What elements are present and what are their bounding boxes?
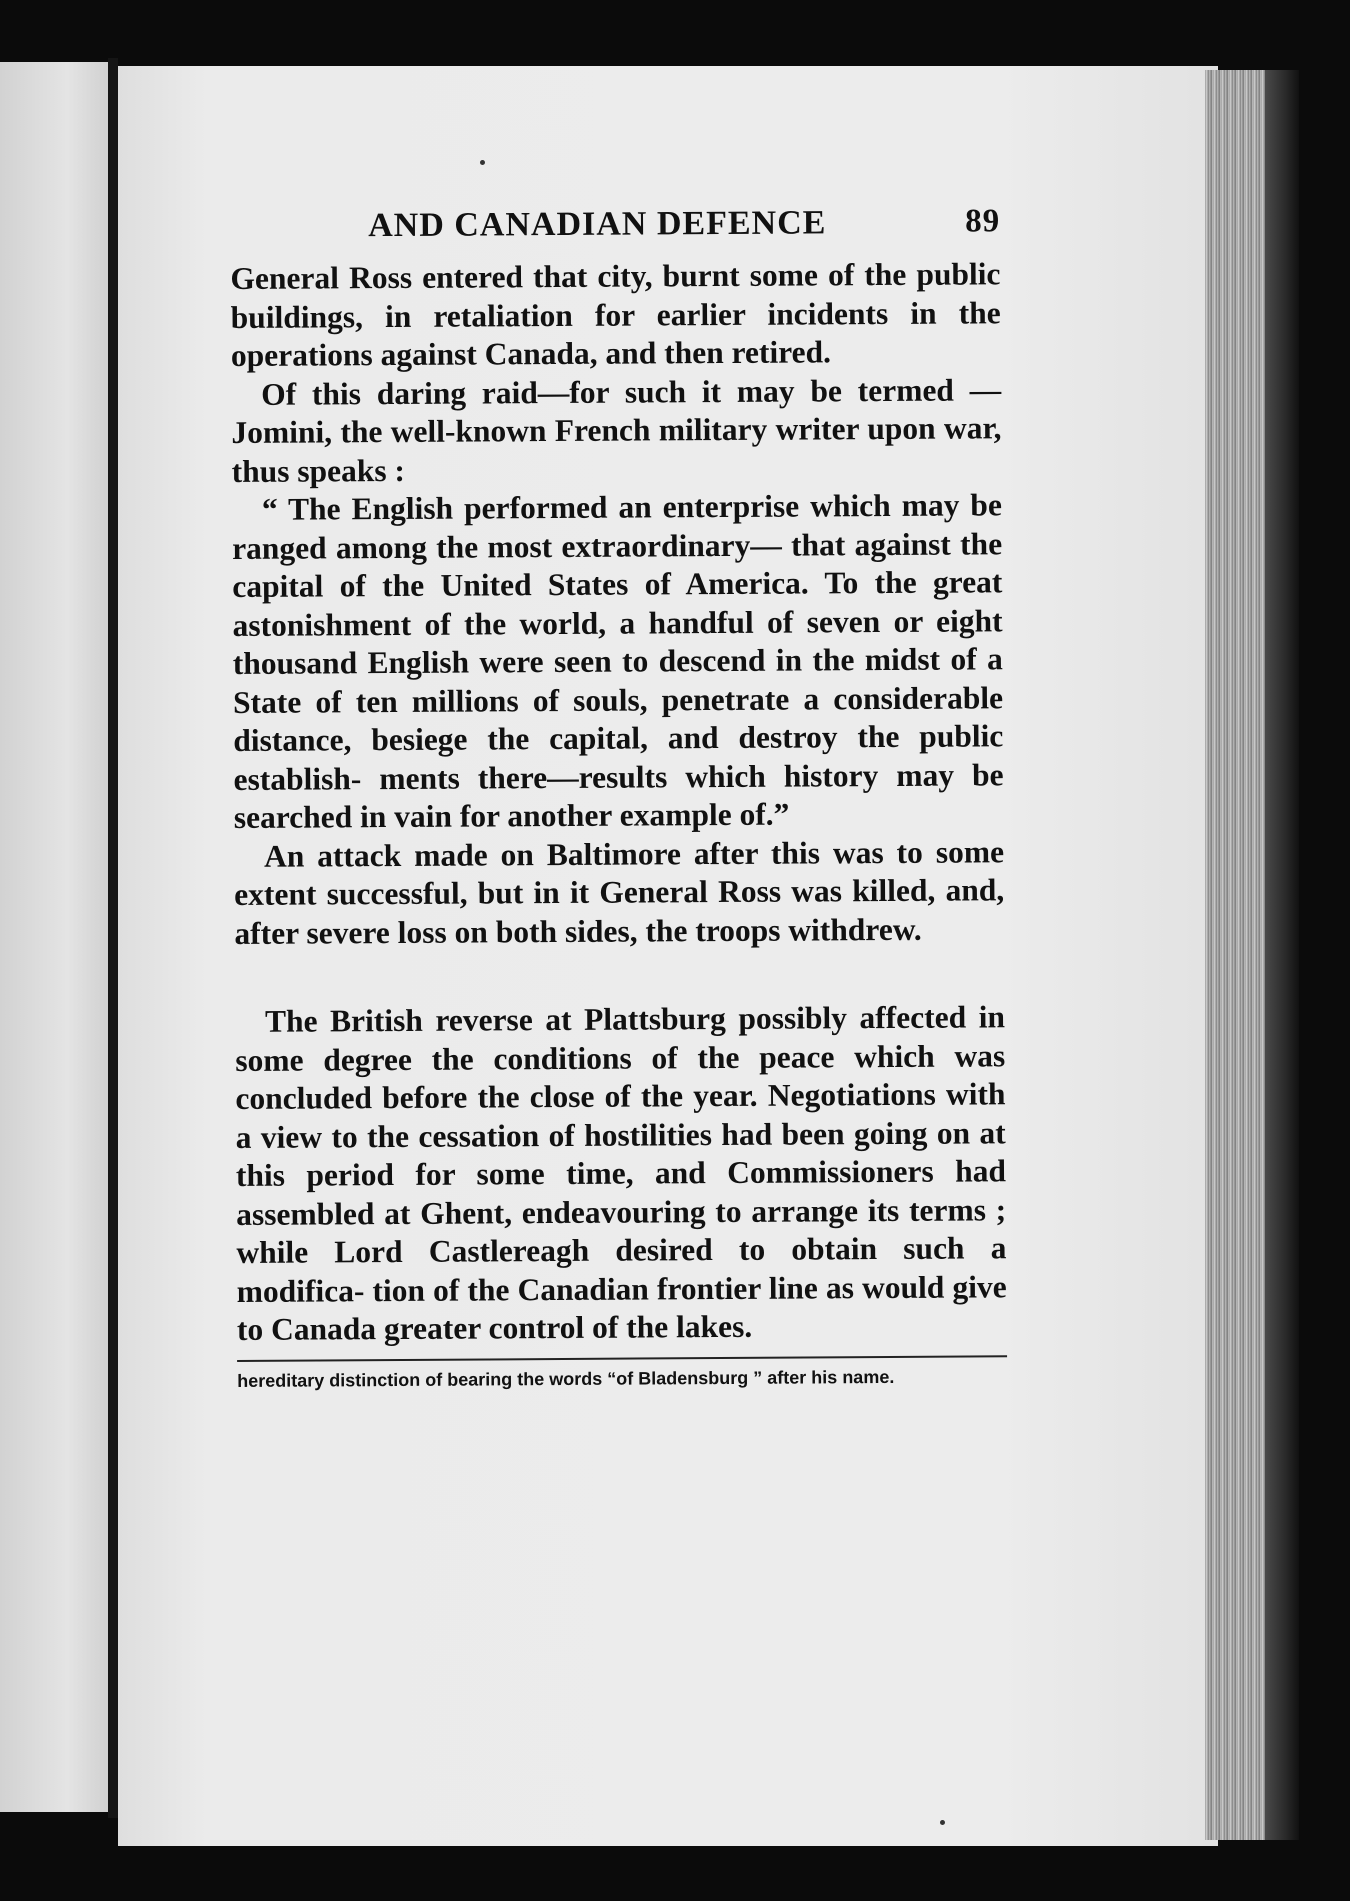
speck-mark [940, 1820, 945, 1825]
previous-page-edge [0, 62, 112, 1812]
body-text [230, 255, 1007, 1349]
footnote-rule [237, 1355, 1007, 1362]
quotation-paragraph: “ The English performed an enterprise which may be ranged among the most extraordinary— that against the capital of the United States of America. To the great astonishment of the world, a handful of seven or eight thousand English were seen to descend in the midst of a State of ten millions of souls, penetrate a considerable distance, besiege the capital, and destroy the public establish- ments there—results which history may be searched in vain for another example of.” [232, 487, 1004, 835]
paragraph: General Ross entered that city, burnt some of the public buildings, in retaliation for earlier incidents in the operations against Canada, and then retired. [230, 256, 1001, 373]
running-head-title: AND CANADIAN DEFENCE [368, 204, 827, 245]
running-head [230, 195, 1000, 260]
paragraph: The British reverse at Plattsburg possibly affected in some degree the conditions of the peace which was concluded before the close of the year. Negotiations with a view to the cessation of hostilities had been going on at this period for some time, and Commissioners had assembled at Ghent, endeavouring to arrange its terms ; while Lord Castlereagh desired to obtain such a modifica- tion of the Canadian frontier line as would give to Canada greater control of the lakes. [235, 999, 1007, 1347]
speck-mark [480, 160, 485, 165]
section-break [235, 948, 1005, 1003]
paragraph: An attack made on Baltimore after this was to some extent successful, but in it General Ross was killed, and, after severe loss on both sides, the troops withdrew. [234, 833, 1005, 951]
paragraph: Of this daring raid—for such it may be termed —Jomini, the well-known French military writer upon war, thus speaks : [231, 371, 1002, 489]
footnote: hereditary distinction of bearing the words “of Bladensburg ” after his name. [237, 1366, 895, 1391]
page-text-block [230, 195, 1007, 1391]
page-edges-shadow [1265, 70, 1299, 1840]
book-gutter [108, 58, 118, 1818]
page-number: 89 [965, 203, 1001, 240]
